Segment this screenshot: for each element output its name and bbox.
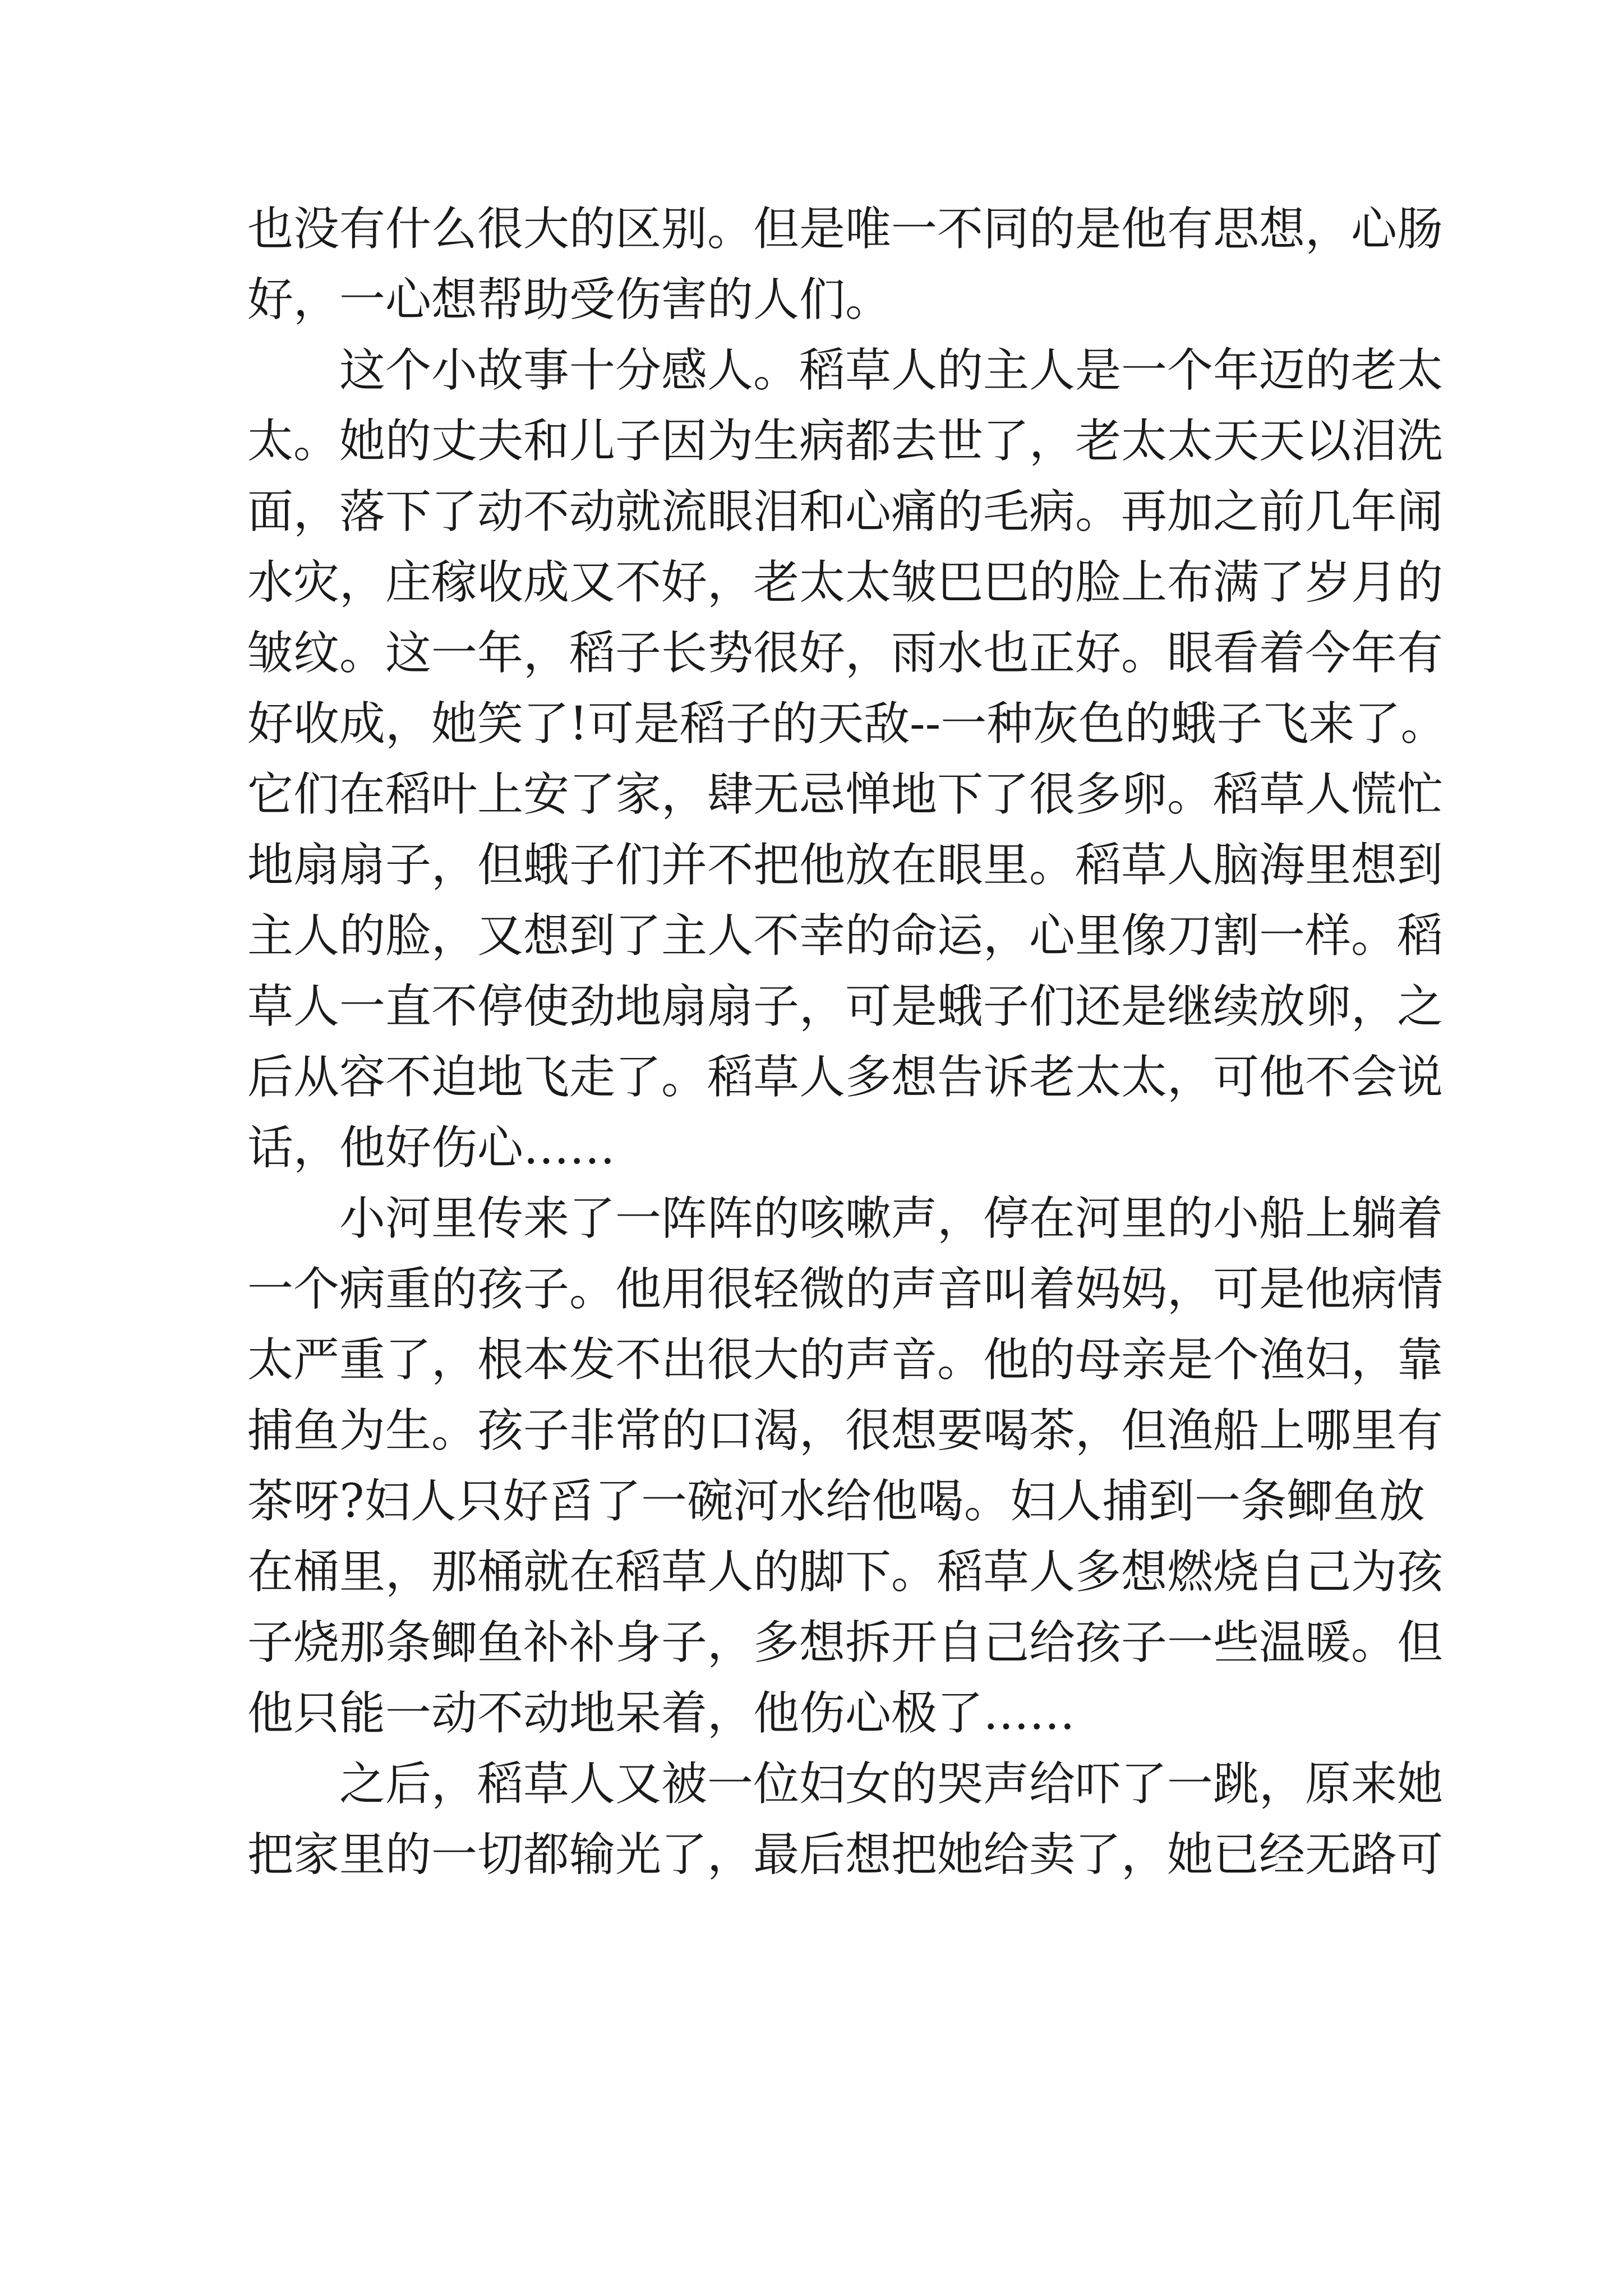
text-line: 皱纹。这一年，稻子长势很好，雨水也正好。眼看着今年有 <box>247 627 1444 680</box>
text-line: 好收成，她笑了!可是稻子的天敌--一种灰色的蛾子飞来了。 <box>247 697 1447 751</box>
paragraph <box>247 1184 1444 1749</box>
text-line: 在桶里，那桶就在稻草人的脚下。稻草人多想燃烧自己为孩 <box>247 1545 1444 1599</box>
text-line: 太。她的丈夫和儿子因为生病都去世了，老太太天天以泪洗 <box>247 415 1444 468</box>
text-line: 茶呀?妇人只好舀了一碗河水给他喝。妇人捕到一条鲫鱼放 <box>247 1475 1425 1528</box>
text-line: 子烧那条鲫鱼补补身子，多想拆开自己给孩子一些温暖。但 <box>247 1616 1444 1669</box>
text-line: 这个小故事十分感人。稻草人的主人是一个年迈的老太 <box>339 344 1444 397</box>
article-body <box>247 194 1447 1890</box>
text-line: 一个病重的孩子。他用很轻微的声音叫着妈妈，可是他病情 <box>247 1263 1444 1316</box>
text-line: 小河里传来了一阵阵的咳嗽声，停在河里的小船上躺着 <box>339 1192 1444 1245</box>
text-line: 它们在稻叶上安了家，肆无忌惮地下了很多卵。稻草人慌忙 <box>247 768 1444 821</box>
text-line: 也没有什么很大的区别。但是唯一不同的是他有思想，心肠 <box>247 203 1444 256</box>
paragraph <box>247 1749 1444 1890</box>
paragraph <box>247 335 1447 1184</box>
text-line: 把家里的一切都输光了，最后想把她给卖了，她已经无路可 <box>247 1828 1444 1881</box>
text-line: 地扇扇子，但蛾子们并不把他放在眼里。稻草人脑海里想到 <box>247 839 1444 892</box>
text-line: 捕鱼为生。孩子非常的口渴，很想要喝茶，但渔船上哪里有 <box>247 1404 1444 1457</box>
text-line: 主人的脸，又想到了主人不幸的命运，心里像刀割一样。稻 <box>247 909 1444 963</box>
text-line: 面，落下了动不动就流眼泪和心痛的毛病。再加之前几年闹 <box>247 485 1444 539</box>
text-line: 太严重了，根本发不出很大的声音。他的母亲是个渔妇，靠 <box>247 1333 1444 1387</box>
text-line: 草人一直不停使劲地扇扇子，可是蛾子们还是继续放卵，之 <box>247 980 1444 1033</box>
text-line: 话，他好伤心…… <box>247 1121 616 1175</box>
paragraph <box>247 194 1444 335</box>
text-line: 之后，稻草人又被一位妇女的哭声给吓了一跳，原来她 <box>339 1757 1444 1811</box>
text-line: 他只能一动不动地呆着，他伤心极了…… <box>247 1687 1076 1740</box>
text-line: 水灾，庄稼收成又不好，老太太皱巴巴的脸上布满了岁月的 <box>247 556 1444 609</box>
text-line: 后从容不迫地飞走了。稻草人多想告诉老太太，可他不会说 <box>247 1051 1444 1104</box>
text-line: 好，一心想帮助受伤害的人们。 <box>247 273 892 326</box>
